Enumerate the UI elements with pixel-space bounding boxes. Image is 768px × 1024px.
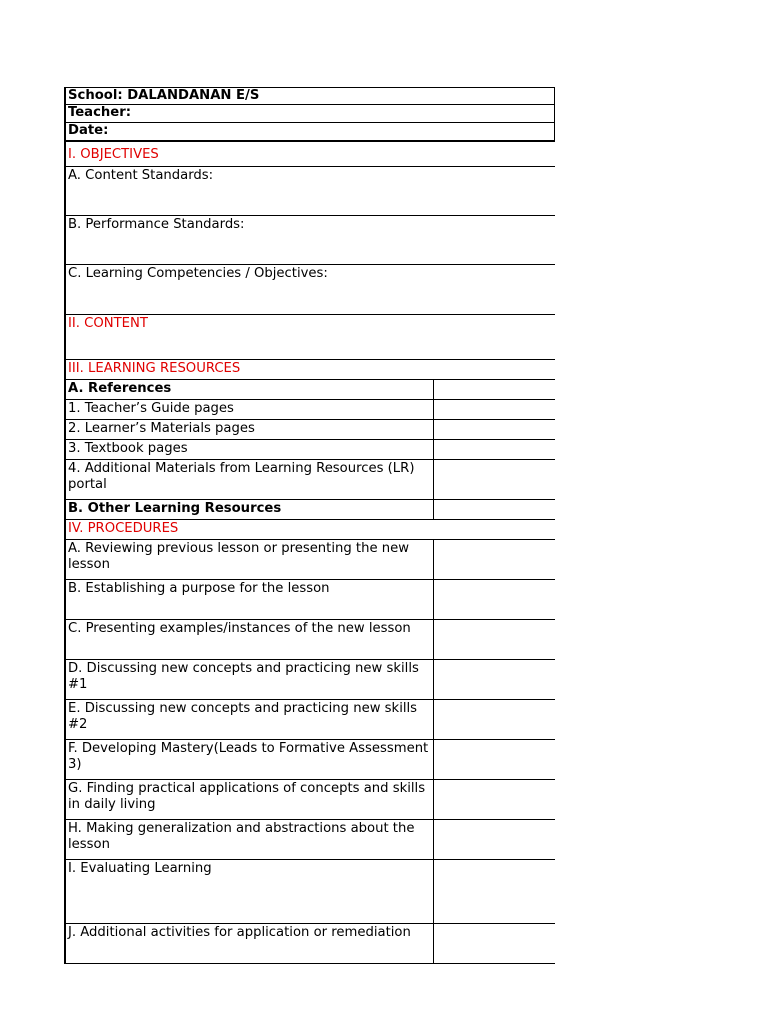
resource-label: 1. Teacher’s Guide pages xyxy=(66,400,434,419)
resource-label: 2. Learner’s Materials pages xyxy=(66,420,434,439)
procedure-value xyxy=(434,620,555,659)
procedure-label: C. Presenting examples/instances of the new lesson xyxy=(66,620,434,659)
procedure-row xyxy=(64,700,555,740)
procedure-value xyxy=(434,924,555,963)
performance-standards-row xyxy=(64,216,555,265)
procedure-value xyxy=(434,580,555,619)
procedure-label: G. Finding practical applications of concepts and skills in daily living xyxy=(66,780,434,819)
resource-value xyxy=(434,400,555,419)
resource-row xyxy=(64,420,555,440)
procedures-heading xyxy=(64,520,555,540)
procedure-label: I. Evaluating Learning xyxy=(66,860,434,923)
performance-standards-label: B. Performance Standards: xyxy=(68,217,245,232)
procedure-label: J. Additional activities for application or remediation xyxy=(66,924,434,963)
content-heading xyxy=(64,315,555,360)
resource-row xyxy=(64,400,555,420)
learning-resources-title: III. LEARNING RESOURCES xyxy=(68,361,241,376)
references-row xyxy=(64,380,555,400)
procedure-label: E. Discussing new concepts and practicing new skills #2 xyxy=(66,700,434,739)
procedure-label: A. Reviewing previous lesson or presenting the new lesson xyxy=(66,540,434,579)
teacher-label: Teacher: xyxy=(68,105,132,120)
learning-resources-heading xyxy=(64,360,555,380)
procedure-label: H. Making generalization and abstractions about the lesson xyxy=(66,820,434,859)
other-resources-label: B. Other Learning Resources xyxy=(66,500,434,519)
resource-value xyxy=(434,420,555,439)
procedure-label: F. Developing Mastery(Leads to Formative Assessment 3) xyxy=(66,740,434,779)
resource-label: 3. Textbook pages xyxy=(66,440,434,459)
objectives-title: I. OBJECTIVES xyxy=(68,147,159,162)
procedure-value xyxy=(434,860,555,923)
procedure-value xyxy=(434,820,555,859)
procedure-row xyxy=(64,780,555,820)
teacher-row xyxy=(64,105,555,123)
procedure-value xyxy=(434,780,555,819)
procedure-row xyxy=(64,740,555,780)
resource-value xyxy=(434,460,555,499)
procedure-value xyxy=(434,700,555,739)
resource-row xyxy=(64,460,555,500)
procedure-value xyxy=(434,660,555,699)
procedure-row xyxy=(64,540,555,580)
references-value xyxy=(434,380,555,399)
procedure-value xyxy=(434,540,555,579)
content-standards-row xyxy=(64,167,555,216)
learning-competencies-label: C. Learning Competencies / Objectives: xyxy=(68,266,328,281)
school-label: School: DALANDANAN E/S xyxy=(68,88,260,103)
learning-competencies-row xyxy=(64,265,555,315)
procedure-label: D. Discussing new concepts and practicing new skills #1 xyxy=(66,660,434,699)
date-label: Date: xyxy=(68,123,109,138)
procedure-value xyxy=(434,740,555,779)
date-row xyxy=(64,123,555,142)
procedure-row xyxy=(64,620,555,660)
resource-value xyxy=(434,440,555,459)
procedure-row xyxy=(64,820,555,860)
content-standards-label: A. Content Standards: xyxy=(68,168,214,183)
procedure-row xyxy=(64,660,555,700)
other-resources-value xyxy=(434,500,555,519)
procedure-label: B. Establishing a purpose for the lesson xyxy=(66,580,434,619)
resource-row xyxy=(64,440,555,460)
procedure-row xyxy=(64,860,555,924)
procedures-title: IV. PROCEDURES xyxy=(68,521,179,536)
resource-label: 4. Additional Materials from Learning Resources (LR) portal xyxy=(66,460,434,499)
procedure-row xyxy=(64,580,555,620)
objectives-heading xyxy=(64,146,555,167)
content-title: II. CONTENT xyxy=(68,316,148,331)
school-row xyxy=(64,87,555,105)
references-label: A. References xyxy=(66,380,434,399)
other-resources-row xyxy=(64,500,555,520)
procedure-row xyxy=(64,924,555,964)
lesson-plan-form xyxy=(64,87,555,964)
